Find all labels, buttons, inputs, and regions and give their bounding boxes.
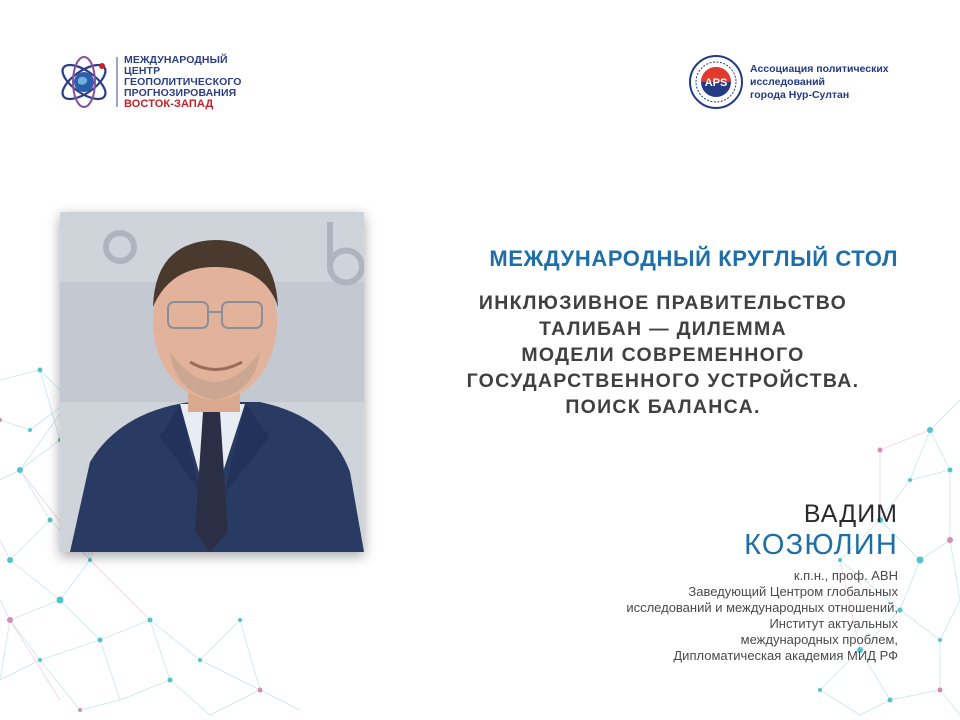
logo-east-west-center <box>56 52 256 112</box>
logo-left-line: ПРОГНОЗИРОВАНИЯ <box>124 86 237 99</box>
speaker-bio-line: Дипломатическая академия МИД РФ <box>673 648 898 663</box>
speaker-first-name: ВАДИМ <box>803 500 898 528</box>
logo-aps-association <box>688 52 908 112</box>
globe-atom-icon <box>56 54 112 110</box>
event-title-line: ГОСУДАРСТВЕННОГО УСТРОЙСТВА. <box>466 370 860 392</box>
event-title <box>398 290 928 420</box>
logo-left-line-accent: ВОСТОК-ЗАПАД <box>124 97 214 110</box>
event-title-line: ТАЛИБАН — ДИЛЕММА <box>539 318 787 340</box>
logo-divider <box>116 57 118 107</box>
logo-left-line: МЕЖДУНАРОДНЫЙ <box>124 53 228 66</box>
aps-seal-icon <box>688 54 744 110</box>
event-title-line: ИНКЛЮЗИВНОЕ ПРАВИТЕЛЬСТВО <box>478 292 848 314</box>
event-type-heading: МЕЖДУНАРОДНЫЙ КРУГЛЫЙ СТОЛ <box>489 246 898 271</box>
event-title-line: ПОИСК БАЛАНСА. <box>565 396 761 418</box>
logo-right-text <box>750 63 889 102</box>
speaker-bio-line: исследований и международных отношений, <box>626 600 898 615</box>
logo-right-line: исследований <box>750 75 825 88</box>
aps-badge-text: APS <box>704 77 728 89</box>
event-title-line: МОДЕЛИ СОВРЕМЕННОГО <box>521 344 805 366</box>
speaker-last-name: КОЗЮЛИН <box>744 529 898 561</box>
logo-right-line: города Нур-Султан <box>750 88 850 101</box>
speaker-portrait-illustration <box>60 212 364 552</box>
speaker-bio-line: международных проблем, <box>740 632 898 647</box>
logo-left-text <box>124 55 242 110</box>
speaker-bio-line: Заведующий Центром глобальных <box>688 584 898 599</box>
speaker-photo <box>60 212 364 552</box>
speaker-bio <box>478 568 898 664</box>
logo-left-line: ГЕОПОЛИТИЧЕСКОГО <box>124 75 242 88</box>
logo-left-line: ЦЕНТР <box>124 64 161 77</box>
speaker-bio-line: к.п.н., проф. АВН <box>793 568 898 583</box>
speaker-bio-line: Институт актуальных <box>769 616 898 631</box>
logo-right-line: Ассоциация политических <box>750 62 889 75</box>
